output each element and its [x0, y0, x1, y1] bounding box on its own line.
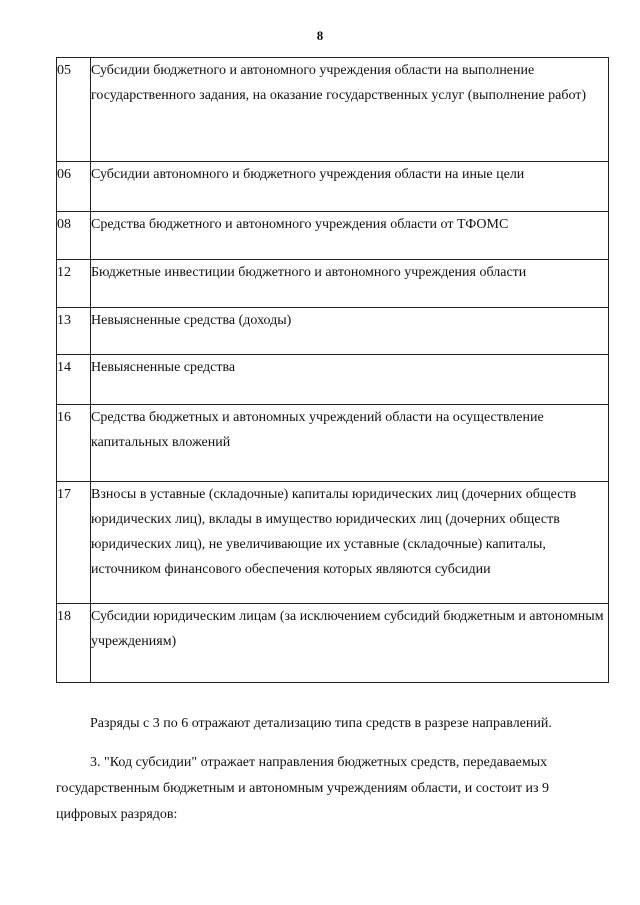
- row-code: 06: [57, 162, 91, 212]
- row-code: 17: [57, 482, 91, 604]
- row-description: Субсидии автономного и бюджетного учреждения области на иные цели: [91, 162, 609, 212]
- row-description: Средства бюджетного и автономного учреждения области от ТФОМС: [91, 212, 609, 260]
- row-code: 05: [57, 58, 91, 162]
- row-description: Невыясненные средства (доходы): [91, 308, 609, 355]
- paragraph-digits-note: Разряды с 3 по 6 отражают детализацию типа средств в разрезе направлений.: [90, 716, 552, 731]
- table-row: [57, 260, 609, 308]
- table-row: [57, 482, 609, 604]
- row-code: 12: [57, 260, 91, 308]
- row-description: Взносы в уставные (складочные) капиталы юридических лиц (дочерних обществ юридических лиц), вклады в имущество юридических лиц (дочерних обществ юридических лиц), не увеличивающие их уставные (складочные) капиталы, источником финансового обеспечения которых являются субсидии: [91, 482, 609, 604]
- codes-table: [56, 57, 609, 683]
- page-number: 8: [316, 28, 324, 43]
- table-row: [57, 604, 609, 683]
- row-code: 08: [57, 212, 91, 260]
- row-description: Невыясненные средства: [91, 355, 609, 405]
- row-code: 13: [57, 308, 91, 355]
- row-description: Субсидии юридическим лицам (за исключением субсидий бюджетным и автономным учреждениям): [91, 604, 609, 683]
- row-description: Субсидии бюджетного и автономного учреждения области на выполнение государственного задания, на оказание государственных услуг (выполнение работ): [91, 58, 609, 162]
- row-code: 18: [57, 604, 91, 683]
- row-description: Средства бюджетных и автономных учреждений области на осуществление капитальных вложений: [91, 405, 609, 482]
- row-code: 16: [57, 405, 91, 482]
- table-row: [57, 162, 609, 212]
- table-row: [57, 212, 609, 260]
- paragraph-subsidy-code: 3. "Код субсидии" отражает направления бюджетных средств, передаваемых государственным бюджетным и автономным учреждениям области, и состоит из 9 цифровых разрядов:: [56, 755, 550, 822]
- table-row: [57, 58, 609, 162]
- table-row: [57, 405, 609, 482]
- row-description: Бюджетные инвестиции бюджетного и автономного учреждения области: [91, 260, 609, 308]
- row-code: 14: [57, 355, 91, 405]
- table-row: [57, 355, 609, 405]
- table-row: [57, 308, 609, 355]
